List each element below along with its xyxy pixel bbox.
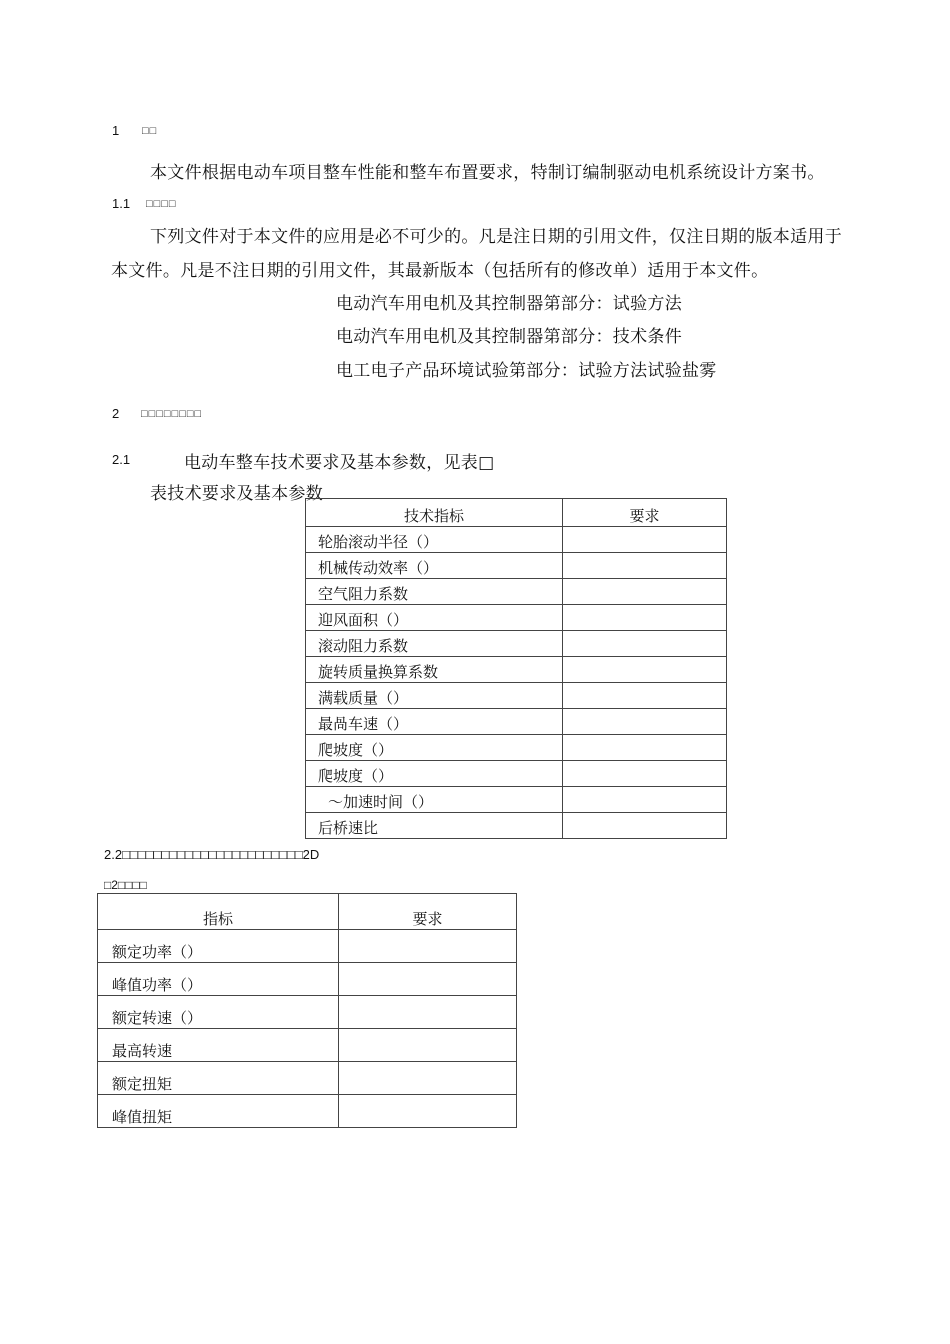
table-cell-value xyxy=(563,683,727,709)
table-row xyxy=(306,657,727,683)
section-1-number: 1 xyxy=(112,123,120,138)
table-cell-value xyxy=(563,631,727,657)
section-1-1-number: 1.1 xyxy=(112,196,131,211)
table-cell-value xyxy=(563,657,727,683)
table-header-row xyxy=(306,499,727,527)
table-cell-value xyxy=(563,709,727,735)
table-cell-label: 轮胎滚动半径（） xyxy=(306,527,563,553)
table-cell-label: 滚动阻力系数 xyxy=(306,631,563,657)
reference-2: 电动汽车用电机及其控制器第部分：技术条件 xyxy=(336,327,682,347)
section-1-1-paragraph-line2: 本文件。凡是不注日期的引用文件，其最新版本（包括所有的修改单）适用于本文件。 xyxy=(111,261,769,281)
technical-requirements-table xyxy=(305,498,727,839)
table-cell-label: 额定转速（） xyxy=(98,996,339,1029)
table-cell-value xyxy=(563,787,727,813)
table-row xyxy=(306,709,727,735)
motor-specs-table xyxy=(97,893,517,1128)
table-row xyxy=(306,527,727,553)
table-cell-value xyxy=(339,1095,517,1128)
table-cell-value xyxy=(563,579,727,605)
table-row xyxy=(98,930,517,963)
table-cell-label: 峰值扭矩 xyxy=(98,1095,339,1128)
reference-1: 电动汽车用电机及其控制器第部分：试验方法 xyxy=(336,294,682,314)
section-2-2-text: 2.2□□□□□□□□□□□□□□□□□□□□□□□2D xyxy=(104,847,320,862)
table-row xyxy=(98,1029,517,1062)
table-cell-label: 后桥速比 xyxy=(306,813,563,839)
section-1-title: □□ xyxy=(142,125,158,137)
table-cell-label: 峰值功率（） xyxy=(98,963,339,996)
table-cell-value xyxy=(339,996,517,1029)
table-cell-value xyxy=(563,735,727,761)
table-cell-value xyxy=(563,761,727,787)
table-1-caption: 表技术要求及基本参数 xyxy=(150,484,323,504)
table-cell-label: 最高转速 xyxy=(98,1029,339,1062)
section-1-paragraph: 本文件根据电动车项目整车性能和整车布置要求，特制订编制驱动电机系统设计方案书。 xyxy=(150,163,825,183)
table-cell-value xyxy=(563,813,727,839)
table-header-cell: 要求 xyxy=(563,499,727,527)
table-row xyxy=(306,631,727,657)
table-cell-label: 最咼车速（） xyxy=(306,709,563,735)
table-cell-value xyxy=(563,605,727,631)
table-row xyxy=(306,735,727,761)
table-cell-value xyxy=(339,1062,517,1095)
section-1-1-paragraph-line1: 下列文件对于本文件的应用是必不可少的。凡是注日期的引用文件，仅注日期的版本适用于 xyxy=(150,227,842,247)
table-cell-value xyxy=(339,930,517,963)
section-2-title: □□□□□□□□ xyxy=(141,408,203,420)
table-row xyxy=(98,963,517,996)
table-cell-label: 额定扭矩 xyxy=(98,1062,339,1095)
table-cell-label: 迎风面积（） xyxy=(306,605,563,631)
table-2-caption: □2□□□□ xyxy=(104,878,147,892)
table-cell-label: 旋转质量换算系数 xyxy=(306,657,563,683)
table-row xyxy=(306,579,727,605)
table-cell-value xyxy=(563,527,727,553)
table-cell-value xyxy=(339,1029,517,1062)
table-row xyxy=(98,1062,517,1095)
section-2-number: 2 xyxy=(112,406,120,421)
table-row xyxy=(98,996,517,1029)
table-header-cell: 技术指标 xyxy=(306,499,563,527)
table-cell-value xyxy=(339,963,517,996)
table-cell-label: 爬坡度（） xyxy=(306,761,563,787)
table-header-cell: 要求 xyxy=(339,894,517,930)
table-row xyxy=(306,761,727,787)
table-cell-value xyxy=(563,553,727,579)
table-cell-label: 爬坡度（） xyxy=(306,735,563,761)
table-header-cell: 指标 xyxy=(98,894,339,930)
table-cell-label: ～加速时间（） xyxy=(306,787,563,813)
table-cell-label: 额定功率（） xyxy=(98,930,339,963)
table-row xyxy=(306,813,727,839)
section-2-1-text: 电动车整车技术要求及基本参数，见表□ xyxy=(184,453,495,473)
table-row xyxy=(306,605,727,631)
section-2-1-number: 2.1 xyxy=(112,452,131,467)
reference-3: 电工电子产品环境试验第部分：试验方法试验盐雾 xyxy=(336,361,717,381)
table-header-row xyxy=(98,894,517,930)
table-row xyxy=(306,553,727,579)
table-row xyxy=(306,683,727,709)
table-row xyxy=(306,787,727,813)
table-cell-label: 机械传动效率（） xyxy=(306,553,563,579)
table-cell-label: 满载质量（） xyxy=(306,683,563,709)
table-cell-label: 空气阻力系数 xyxy=(306,579,563,605)
table-row xyxy=(98,1095,517,1128)
section-1-1-title: □□□□ xyxy=(146,198,177,210)
